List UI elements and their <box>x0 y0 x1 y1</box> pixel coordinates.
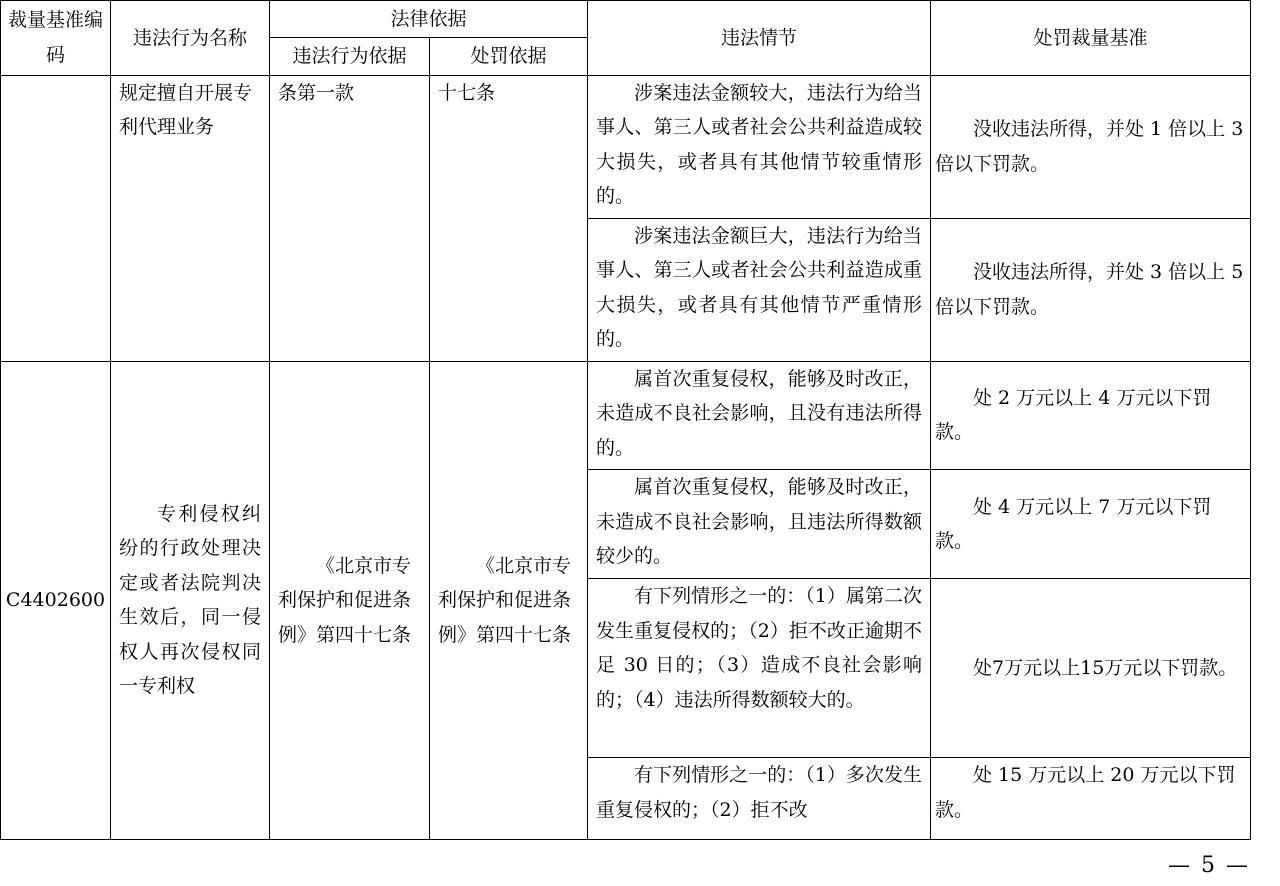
circumstance-cell: 属首次重复侵权，能够及时改正，未造成不良社会影响，且没有违法所得的。 <box>588 361 931 470</box>
circumstance-cell: 涉案违法金额较大，违法行为给当事人、第三人或者社会公共利益造成较大损失，或者具有其他情节较重情形的。 <box>588 75 931 218</box>
violation-name-cell: 专利侵权纠纷的行政处理决定或者法院判决生效后，同一侵权人再次侵权同一专利权 <box>111 361 270 839</box>
violation-name-cell: 规定擅自开展专利代理业务 <box>111 75 270 361</box>
violation-basis-cell: 《北京市专利保护和促进条例》第四十七条 <box>270 361 430 839</box>
page-number: — 5 — <box>1168 853 1250 878</box>
penalty-cell: 没收违法所得，并处 1 倍以上 3 倍以下罚款。 <box>931 75 1251 218</box>
penalty-cell: 处 4 万元以上 7 万元以下罚款。 <box>931 470 1251 579</box>
circumstance-cell: 有下列情形之一的：（1）属第二次发生重复侵权的；（2）拒不改正逾期不足 30 日的；（3）造成不良社会影响的；（4）违法所得数额较大的。 <box>588 579 931 758</box>
header-discretion: 处罚裁量基准 <box>931 1 1251 76</box>
penalty-basis-cell: 《北京市专利保护和促进条例》第四十七条 <box>430 361 588 839</box>
table-row <box>1 361 1251 470</box>
header-penalty-basis: 处罚依据 <box>430 38 588 75</box>
header-violation-name: 违法行为名称 <box>111 1 270 76</box>
circumstance-cell: 有下列情形之一的：（1）多次发生重复侵权的；（2）拒不改 <box>588 758 931 840</box>
violation-basis-cell: 条第一款 <box>270 75 430 361</box>
header-violation-basis: 违法行为依据 <box>270 38 430 75</box>
penalty-cell: 处7万元以上15万元以下罚款。 <box>931 579 1251 758</box>
header-code: 裁量基准编码 <box>1 1 111 76</box>
header-circumstances: 违法情节 <box>588 1 931 76</box>
penalty-basis-cell: 十七条 <box>430 75 588 361</box>
header-legal-basis: 法律依据 <box>270 1 588 38</box>
circumstance-cell: 属首次重复侵权，能够及时改正，未造成不良社会影响，且违法所得数额较少的。 <box>588 470 931 579</box>
circumstance-cell: 涉案违法金额巨大，违法行为给当事人、第三人或者社会公共利益造成重大损失，或者具有其他情节严重情形的。 <box>588 218 931 361</box>
code-cell: C4402600 <box>1 361 111 839</box>
table-row <box>1 75 1251 218</box>
penalty-cell: 处 2 万元以上 4 万元以下罚款。 <box>931 361 1251 470</box>
penalty-cell: 处 15 万元以上 20 万元以下罚款。 <box>931 758 1251 840</box>
code-cell <box>1 75 111 361</box>
penalty-cell: 没收违法所得，并处 3 倍以上 5 倍以下罚款。 <box>931 218 1251 361</box>
